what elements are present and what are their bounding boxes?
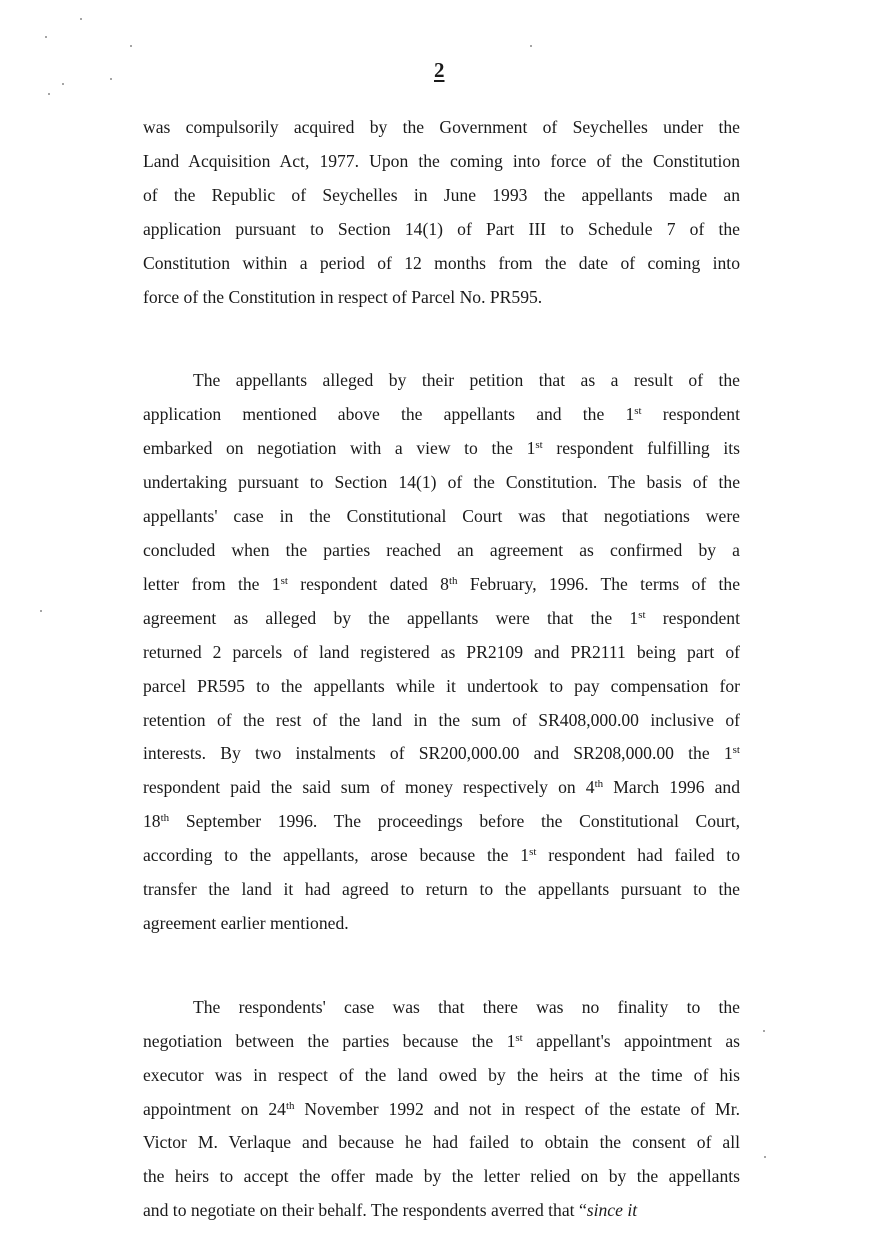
ordinal-suffix: st — [515, 1031, 523, 1044]
page-number: 2 — [434, 58, 445, 82]
scan-speck — [763, 1030, 765, 1032]
text-line: Victor M. Verlaque and because he had failed to obtain the consent of all — [143, 1132, 740, 1153]
text-line: appellants' case in the Constitutional Court was that negotiations were — [143, 506, 740, 527]
text-line: Constitution within a period of 12 months from the date of coming into — [143, 252, 740, 273]
scan-speck — [40, 610, 42, 612]
text-line: according to the appellants, arose because the 1st respondent had failed to — [143, 845, 740, 866]
ordinal-suffix: th — [285, 1099, 295, 1112]
text-line: parcel PR595 to the appellants while it undertook to pay compensation for — [143, 675, 740, 696]
text-line: The appellants alleged by their petition that as a result of the — [193, 370, 740, 391]
scan-speck — [80, 18, 82, 20]
scan-speck — [530, 45, 532, 47]
ordinal-suffix: st — [280, 574, 288, 587]
text-line: embarked on negotiation with a view to the 1st respondent fulfilling its — [143, 438, 740, 459]
text-line: agreement as alleged by the appellants were that the 1st respondent — [143, 607, 740, 628]
text-line: was compulsorily acquired by the Government of Seychelles under the — [143, 117, 740, 137]
ordinal-suffix: th — [594, 778, 604, 791]
text-line: and to negotiate on their behalf. The respondents averred that “since it — [143, 1200, 638, 1221]
text-line: The respondents' case was that there was no finality to the — [193, 996, 740, 1017]
text-line: the heirs to accept the offer made by the letter relied on by the appellants — [143, 1166, 740, 1187]
quoted-text: since it — [586, 1200, 638, 1221]
ordinal-suffix: th — [160, 812, 170, 825]
scan-speck — [45, 36, 47, 38]
text-line: application pursuant to Section 14(1) of Part III to Schedule 7 of the — [143, 218, 740, 239]
ordinal-suffix: st — [535, 439, 543, 452]
text-line: retention of the rest of the land in the sum of SR408,000.00 inclusive of — [143, 709, 740, 730]
text-line: interests. By two instalments of SR200,000.00 and SR208,000.00 the 1st — [143, 743, 740, 764]
ordinal-suffix: st — [732, 744, 740, 757]
paragraph-3 — [143, 991, 740, 1228]
text-line: Land Acquisition Act, 1977. Upon the coming into force of the Constitution — [143, 150, 740, 171]
scan-speck — [130, 45, 132, 47]
text-line: concluded when the parties reached an agreement as confirmed by a — [143, 539, 740, 560]
scan-speck — [110, 78, 112, 80]
text-line: executor was in respect of the land owed by the heirs at the time of his — [143, 1064, 740, 1085]
text-line: appointment on 24th November 1992 and not in respect of the estate of Mr. — [143, 1098, 740, 1119]
text-line: returned 2 parcels of land registered as PR2109 and PR2111 being part of — [143, 641, 740, 662]
text-line: negotiation between the parties because the 1st appellant's appointment as — [143, 1030, 740, 1051]
paragraph-2 — [143, 364, 740, 940]
ordinal-suffix: st — [634, 405, 642, 418]
text-line: of the Republic of Seychelles in June 1993 the appellants made an — [143, 184, 740, 205]
text-line: application mentioned above the appellants and the 1st respondent — [143, 404, 740, 425]
text-line: respondent paid the said sum of money respectively on 4th March 1996 and — [143, 777, 740, 798]
ordinal-suffix: st — [529, 846, 537, 859]
ordinal-suffix: st — [638, 608, 646, 621]
text-line: agreement earlier mentioned. — [143, 912, 349, 933]
scan-speck — [48, 93, 50, 95]
text-line: force of the Constitution in respect of Parcel No. PR595. — [143, 286, 543, 307]
text-line: 18th September 1996. The proceedings before the Constitutional Court, — [143, 811, 740, 832]
ordinal-suffix: th — [448, 574, 458, 587]
paragraph-1 — [143, 111, 740, 314]
document-body — [143, 111, 740, 1228]
scan-speck — [764, 1156, 766, 1158]
text-line: transfer the land it had agreed to return to the appellants pursuant to the — [143, 879, 740, 900]
scan-speck — [62, 83, 64, 85]
text-line: letter from the 1st respondent dated 8th February, 1996. The terms of the — [143, 573, 741, 594]
text-line: undertaking pursuant to Section 14(1) of the Constitution. The basis of the — [143, 472, 740, 493]
